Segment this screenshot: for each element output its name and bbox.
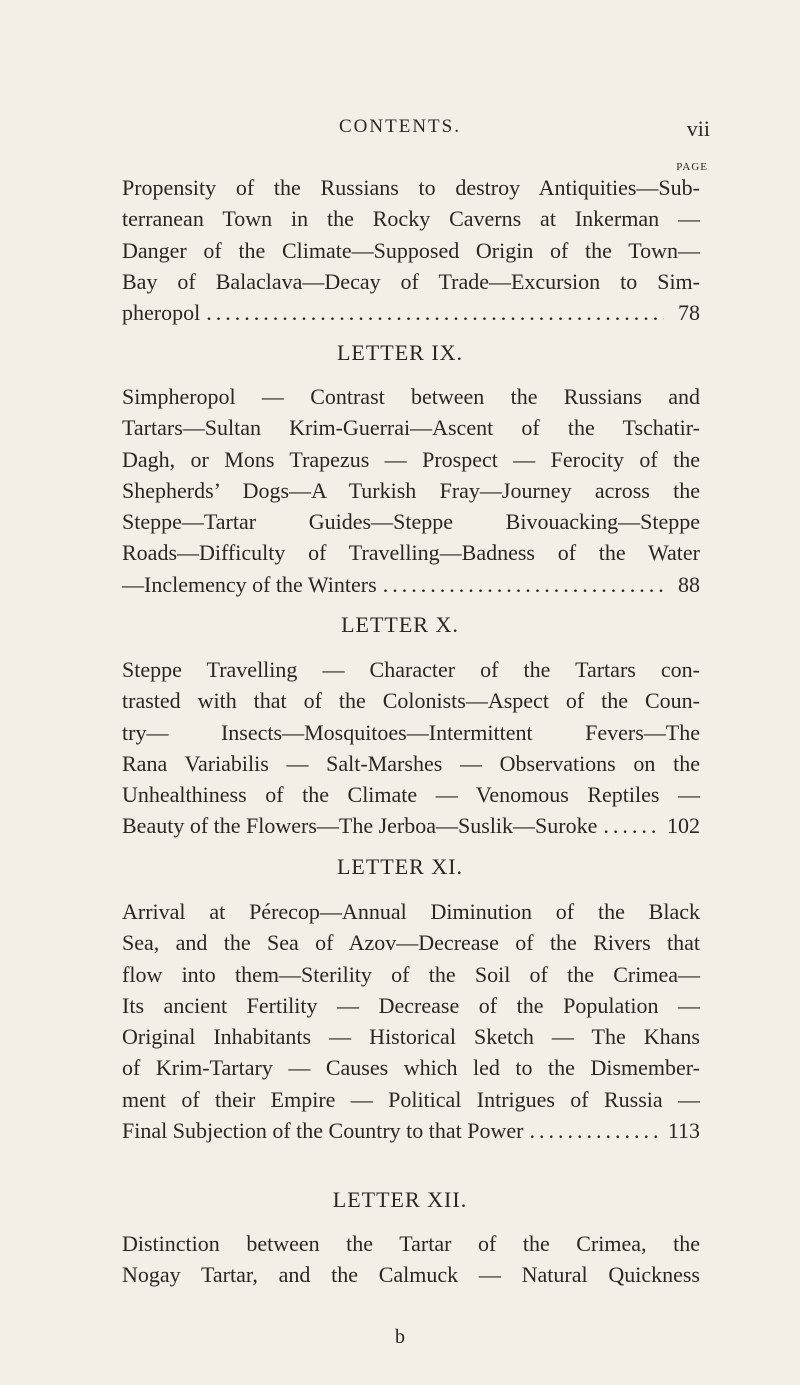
entry-line: Simpheropol — Contrast between the Russians and [122, 384, 700, 409]
entry-line: terranean Town in the Rocky Caverns at Inkerman — [122, 206, 700, 232]
entry-last-line [122, 810, 700, 841]
page-title: CONTENTS. [339, 116, 461, 137]
entry-line: Rana Variabilis — Salt-Marshes — Observations on the [122, 750, 700, 776]
leader-dots [206, 297, 664, 328]
entry-line: ment of their Empire — Political Intrigues of Russia — [122, 1086, 700, 1112]
entry-line: of Krim-Tartary — Causes which led to the Dismember- [122, 1055, 700, 1081]
entry-line: Final Subjection of the Country to that Power [122, 1118, 524, 1144]
entry-line: Distinction between the Tartar of the Crimea, the [122, 1231, 700, 1256]
entry-last-line [122, 1115, 700, 1146]
letter-heading: LETTER XII. [332, 1187, 468, 1212]
entry-line: Steppe Travelling — Character of the Tartars con- [122, 657, 700, 682]
entry-line: Beauty of the Flowers—The Jerboa—Suslik—Suroke [122, 813, 598, 839]
entry-line: Its ancient Fertility — Decrease of the Population — [122, 992, 700, 1018]
signature-mark: b [395, 1326, 405, 1348]
running-head [0, 116, 800, 146]
entry-last-line [122, 569, 700, 600]
page-number: 113 [667, 1118, 700, 1144]
leader-dots [603, 810, 661, 841]
page-column-label: PAGE [676, 161, 708, 173]
letter-heading: LETTER X. [341, 612, 459, 637]
entry-line: Roads—Difficulty of Travelling—Badness of the Water [122, 540, 700, 566]
folio-number: vii [686, 116, 710, 141]
toc-entry [122, 896, 700, 1146]
leader-dots [529, 1115, 661, 1146]
entry-line: Sea, and the Sea of Azov—Decrease of the Rivers that [122, 930, 700, 956]
entry-line: flow into them—Sterility of the Soil of the Crimea— [122, 961, 700, 987]
entry-line: Danger of the Climate—Supposed Origin of the Town— [122, 237, 700, 263]
entry-line: Nogay Tartar, and the Calmuck — Natural Quickness [122, 1262, 700, 1288]
page-number: 88 [678, 571, 700, 597]
entry-line: try— Insects—Mosquitoes—Intermittent Fevers—The [122, 719, 700, 745]
letter-heading: LETTER XI. [336, 854, 464, 879]
entry-line: Tartars—Sultan Krim-Guerrai—Ascent of the Tschatir- [122, 415, 700, 441]
entry-line: Shepherds’ Dogs—A Turkish Fray—Journey across the [122, 477, 700, 503]
entry-line: Bay of Balaclava—Decay of Trade—Excursion to Sim- [122, 268, 700, 294]
toc-entry [122, 172, 700, 328]
leader-dots [383, 569, 664, 600]
toc-entry [122, 381, 700, 600]
entry-line: Steppe—Tartar Guides—Steppe Bivouacking—Steppe [122, 509, 700, 535]
entry-line: Propensity of the Russians to destroy Antiquities—Sub- [122, 175, 700, 200]
entry-line: Dagh, or Mons Trapezus — Prospect — Ferocity of the [122, 446, 700, 472]
entry-line: pheropol [122, 300, 201, 326]
entry-line: —Inclemency of the Winters [122, 571, 377, 597]
entry-line: Original Inhabitants — Historical Sketch — The Khans [122, 1024, 700, 1050]
page-number: 78 [678, 300, 700, 326]
entry-line: trasted with that of the Colonists—Aspect of the Coun- [122, 688, 700, 714]
page-number: 102 [667, 813, 700, 839]
toc-entry [122, 1228, 700, 1291]
entry-line: Arrival at Pérecop—Annual Diminution of the Black [122, 899, 700, 924]
entry-line: Unhealthiness of the Climate — Venomous Reptiles — [122, 782, 700, 808]
letter-heading: LETTER IX. [336, 340, 464, 365]
entry-last-line [122, 297, 700, 328]
toc-entry [122, 654, 700, 842]
